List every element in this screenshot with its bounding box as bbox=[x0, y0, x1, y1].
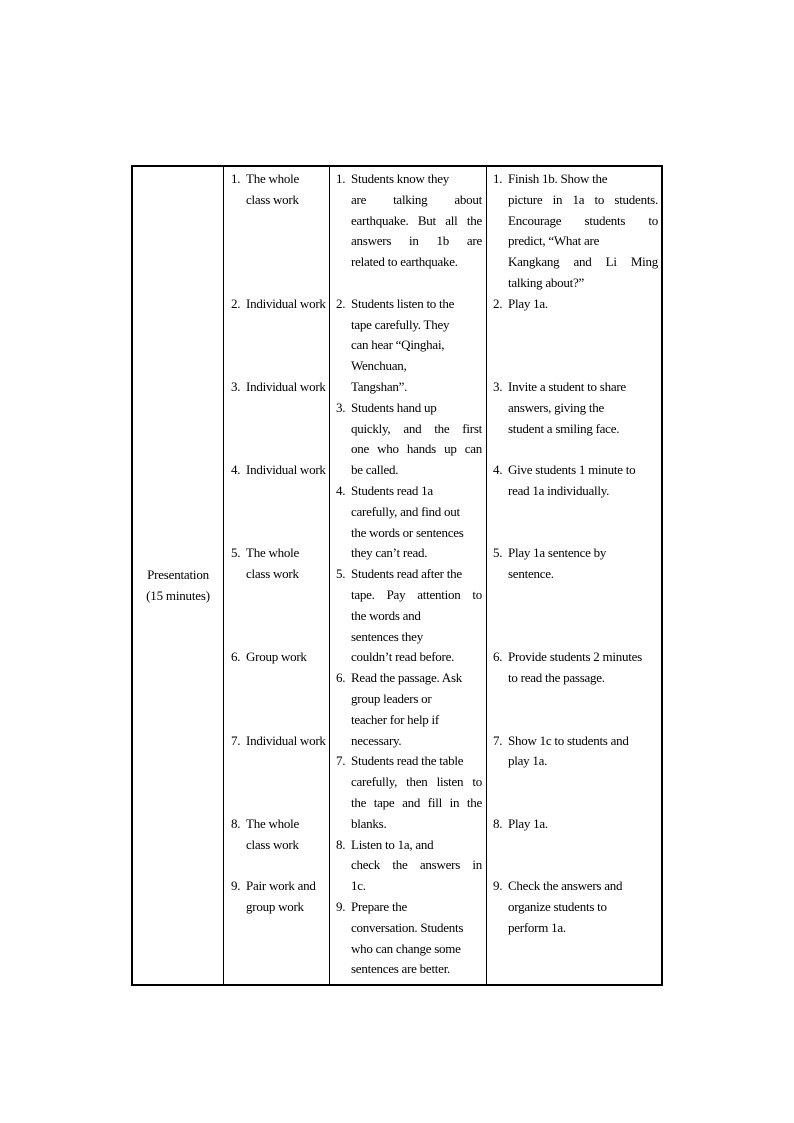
list-item bbox=[231, 294, 327, 315]
student-activity-5 bbox=[336, 564, 482, 668]
text-line: Play 1a. bbox=[508, 815, 548, 831]
item-text bbox=[508, 294, 658, 315]
text-line: the words or sentences bbox=[351, 524, 464, 540]
item-text bbox=[508, 814, 658, 835]
teacher-activity-2 bbox=[493, 294, 658, 315]
text-line: one who hands up can bbox=[351, 441, 482, 457]
text-line: The whole bbox=[246, 545, 299, 561]
text-line: Individual work bbox=[246, 295, 326, 311]
text-line: conversation. Students bbox=[351, 919, 464, 935]
item-text bbox=[508, 169, 658, 294]
text-line: Play 1a sentence by bbox=[508, 545, 607, 561]
lesson-plan-table bbox=[131, 165, 663, 986]
step-6 bbox=[231, 647, 327, 668]
list-item bbox=[336, 398, 482, 481]
text-line: The whole bbox=[246, 815, 299, 831]
text-line: Pair work and bbox=[246, 878, 316, 894]
item-text bbox=[351, 481, 482, 564]
list-item bbox=[493, 377, 658, 439]
teacher-activity-3 bbox=[493, 377, 658, 439]
teacher-activity-6 bbox=[493, 647, 658, 689]
item-text bbox=[508, 731, 658, 773]
item-number: 7. bbox=[336, 753, 346, 769]
student-activity-6 bbox=[336, 668, 482, 751]
list-item bbox=[493, 731, 658, 773]
teacher-activity-1 bbox=[493, 169, 658, 294]
list-item bbox=[336, 294, 482, 398]
text-line: Read the passage. Ask bbox=[351, 670, 463, 686]
list-item bbox=[493, 876, 658, 938]
text-line: Students hand up bbox=[351, 399, 437, 415]
text-line: quickly, and the first bbox=[351, 420, 482, 436]
text-line: check the answers in bbox=[351, 857, 482, 873]
item-text bbox=[246, 814, 327, 856]
step-2 bbox=[231, 294, 327, 315]
item-number: 3. bbox=[231, 379, 241, 394]
list-item bbox=[493, 294, 658, 315]
text-line: Individual work bbox=[246, 379, 326, 394]
list-item bbox=[231, 377, 327, 398]
item-text bbox=[246, 294, 327, 315]
text-line: Students listen to the bbox=[351, 295, 455, 311]
text-line: they can’t read. bbox=[351, 545, 428, 561]
text-line: answers in 1b are bbox=[351, 233, 482, 249]
teacher-activity-5 bbox=[493, 543, 658, 585]
text-line: necessary. bbox=[351, 732, 402, 748]
item-text bbox=[508, 647, 658, 689]
stage-duration: (15 minutes) bbox=[146, 587, 210, 603]
item-number: 3. bbox=[493, 379, 503, 394]
list-item bbox=[493, 814, 658, 835]
item-text bbox=[351, 398, 482, 481]
item-text bbox=[246, 543, 327, 585]
item-number: 9. bbox=[493, 878, 503, 894]
item-text bbox=[508, 543, 658, 585]
list-item bbox=[231, 731, 327, 752]
item-text bbox=[351, 564, 482, 668]
item-text bbox=[351, 294, 482, 398]
text-line: related to earthquake. bbox=[351, 254, 458, 270]
item-number: 2. bbox=[493, 295, 503, 311]
text-line: student a smiling face. bbox=[508, 420, 620, 436]
text-line: are talking about bbox=[351, 191, 482, 207]
item-number: 1. bbox=[493, 171, 503, 186]
text-line: sentence. bbox=[508, 566, 554, 582]
text-line: sentences are better. bbox=[351, 961, 451, 977]
text-line: tape. Pay attention to bbox=[351, 586, 482, 602]
student-activity-9 bbox=[336, 897, 482, 980]
item-number: 8. bbox=[493, 815, 503, 831]
text-line: blanks. bbox=[351, 815, 387, 831]
text-line: Listen to 1a, and bbox=[351, 836, 434, 852]
text-line: be called. bbox=[351, 462, 399, 478]
item-number: 4. bbox=[336, 483, 346, 498]
text-line: Students read 1a bbox=[351, 483, 433, 498]
step-5 bbox=[231, 543, 327, 585]
text-line: Check the answers and bbox=[508, 878, 623, 894]
item-text bbox=[351, 751, 482, 834]
step-8 bbox=[231, 814, 327, 856]
text-line: class work bbox=[246, 566, 299, 582]
text-line: play 1a. bbox=[508, 753, 548, 769]
text-line: the tape and fill in the bbox=[351, 794, 482, 810]
text-line: Individual work bbox=[246, 732, 326, 748]
text-line: Individual work bbox=[246, 462, 326, 478]
teacher-activity-9 bbox=[493, 876, 658, 938]
step-3 bbox=[231, 377, 327, 398]
step-7 bbox=[231, 731, 327, 752]
text-line: perform 1a. bbox=[508, 919, 566, 935]
text-line: Students know they bbox=[351, 171, 450, 186]
text-line: read 1a individually. bbox=[508, 482, 610, 498]
student-activity-8 bbox=[336, 835, 482, 897]
student-activity-3 bbox=[336, 398, 482, 481]
text-line: can hear “Qinghai, bbox=[351, 337, 445, 353]
list-item bbox=[336, 564, 482, 668]
item-number: 5. bbox=[231, 545, 241, 561]
text-line: the words and bbox=[351, 607, 421, 623]
item-text bbox=[246, 169, 327, 211]
text-line: Wenchuan, bbox=[351, 358, 407, 374]
item-number: 1. bbox=[231, 171, 241, 186]
text-line: Play 1a. bbox=[508, 295, 548, 311]
text-line: who can change some bbox=[351, 940, 461, 956]
list-item bbox=[493, 543, 658, 585]
student-activity-4 bbox=[336, 481, 482, 564]
column-divider bbox=[486, 167, 487, 984]
item-number: 2. bbox=[336, 295, 346, 311]
student-activity-2 bbox=[336, 294, 482, 398]
text-line: 1c. bbox=[351, 878, 366, 894]
text-line: Provide students 2 minutes bbox=[508, 649, 642, 665]
list-item bbox=[231, 647, 327, 668]
item-number: 5. bbox=[493, 545, 503, 561]
list-item bbox=[336, 169, 482, 273]
list-item bbox=[231, 543, 327, 585]
list-item bbox=[231, 814, 327, 856]
item-text bbox=[246, 647, 327, 668]
list-item bbox=[231, 460, 327, 481]
item-number: 7. bbox=[493, 732, 503, 748]
text-line: couldn’t read before. bbox=[351, 649, 455, 665]
list-item bbox=[336, 751, 482, 834]
text-line: to read the passage. bbox=[508, 670, 605, 686]
list-item bbox=[493, 169, 658, 294]
student-activity-7 bbox=[336, 751, 482, 834]
text-line: Students read the table bbox=[351, 753, 464, 769]
text-line: Encourage students to bbox=[508, 212, 658, 228]
item-number: 4. bbox=[493, 462, 503, 478]
list-item bbox=[336, 668, 482, 751]
item-text bbox=[351, 897, 482, 980]
text-line: organize students to bbox=[508, 898, 607, 914]
item-number: 7. bbox=[231, 732, 241, 748]
text-line: Students read after the bbox=[351, 566, 462, 582]
text-line: picture in 1a to students. bbox=[508, 191, 658, 207]
list-item bbox=[336, 835, 482, 897]
step-1 bbox=[231, 169, 327, 211]
text-line: tape carefully. They bbox=[351, 316, 450, 332]
text-line: class work bbox=[246, 836, 299, 852]
list-item bbox=[336, 481, 482, 564]
text-line: talking about?” bbox=[508, 274, 585, 290]
item-number: 2. bbox=[231, 295, 241, 311]
text-line: Kangkang and Li Ming bbox=[508, 254, 658, 270]
item-number: 9. bbox=[336, 899, 346, 914]
item-text bbox=[246, 460, 327, 481]
item-number: 6. bbox=[336, 670, 346, 686]
teacher-activity-7 bbox=[493, 731, 658, 773]
item-text bbox=[508, 876, 658, 938]
text-line: predict, “What are bbox=[508, 233, 600, 249]
item-text bbox=[351, 169, 482, 273]
item-number: 5. bbox=[336, 566, 346, 582]
text-line: group leaders or bbox=[351, 690, 432, 706]
item-text bbox=[351, 668, 482, 751]
list-item bbox=[493, 647, 658, 689]
item-number: 9. bbox=[231, 878, 241, 894]
text-line: Give students 1 minute to bbox=[508, 462, 636, 478]
item-text bbox=[246, 876, 327, 918]
text-line: answers, giving the bbox=[508, 399, 604, 415]
text-line: sentences they bbox=[351, 628, 423, 644]
teacher-activity-8 bbox=[493, 814, 658, 835]
list-item bbox=[231, 169, 327, 211]
item-number: 3. bbox=[336, 399, 346, 415]
item-number: 8. bbox=[231, 815, 241, 831]
item-number: 1. bbox=[336, 171, 346, 186]
stage-cell bbox=[133, 565, 223, 607]
item-text bbox=[508, 460, 658, 502]
item-text bbox=[246, 731, 327, 752]
text-line: class work bbox=[246, 191, 299, 207]
item-number: 6. bbox=[493, 649, 503, 665]
list-item bbox=[493, 460, 658, 502]
step-4 bbox=[231, 460, 327, 481]
text-line: Prepare the bbox=[351, 899, 408, 914]
column-divider bbox=[329, 167, 330, 984]
item-number: 4. bbox=[231, 462, 241, 478]
text-line: earthquake. But all the bbox=[351, 212, 482, 228]
text-line: carefully, then listen to bbox=[351, 774, 482, 790]
text-line: Show 1c to students and bbox=[508, 732, 629, 748]
text-line: The whole bbox=[246, 171, 299, 186]
text-line: group work bbox=[246, 898, 304, 914]
text-line: Tangshan”. bbox=[351, 378, 408, 394]
text-line: teacher for help if bbox=[351, 711, 440, 727]
column-divider bbox=[223, 167, 224, 984]
teacher-activity-4 bbox=[493, 460, 658, 502]
text-line: carefully, and find out bbox=[351, 503, 460, 519]
text-line: Group work bbox=[246, 649, 307, 665]
text-line: Finish 1b. Show the bbox=[508, 171, 608, 186]
student-activity-1 bbox=[336, 169, 482, 273]
item-number: 6. bbox=[231, 649, 241, 665]
list-item bbox=[231, 876, 327, 918]
item-number: 8. bbox=[336, 836, 346, 852]
list-item bbox=[336, 897, 482, 980]
item-text bbox=[351, 835, 482, 897]
text-line: Invite a student to share bbox=[508, 379, 626, 394]
item-text bbox=[508, 377, 658, 439]
stage-name: Presentation bbox=[147, 567, 209, 582]
item-text bbox=[246, 377, 327, 398]
step-9 bbox=[231, 876, 327, 918]
